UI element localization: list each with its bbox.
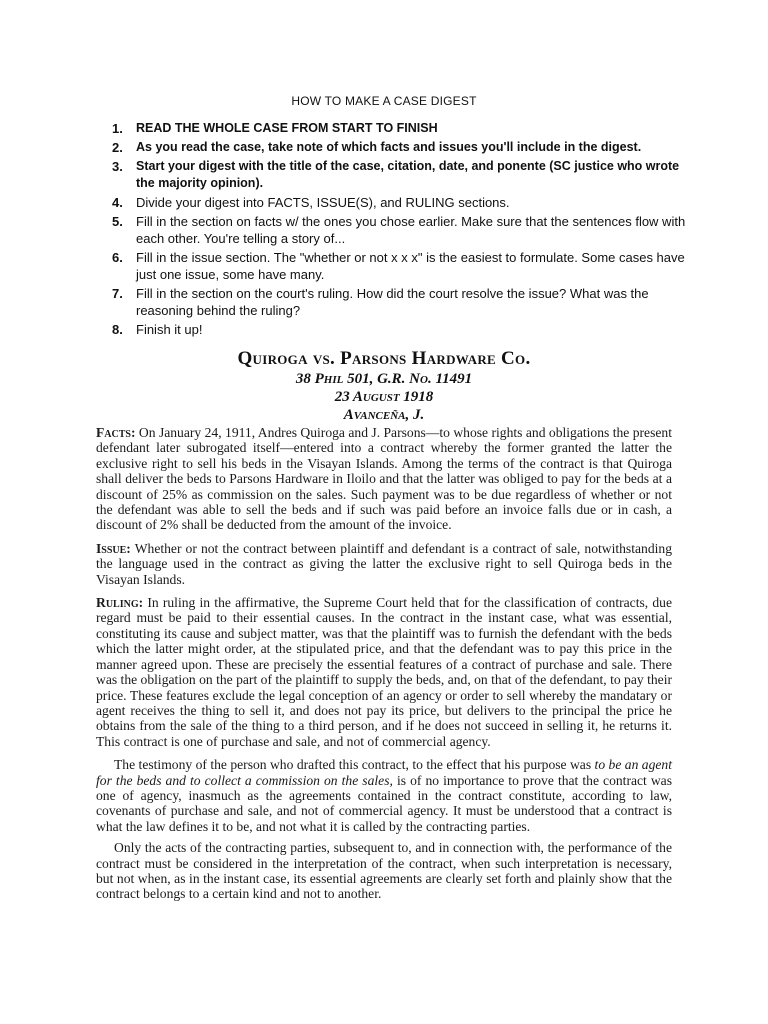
steps-list [112,120,692,340]
issue-section [96,541,672,587]
step-text: READ THE WHOLE CASE FROM START TO FINISH [136,121,438,135]
case-title: Quiroga vs. Parsons Hardware Co. [237,348,531,369]
ruling-paragraph-2 [96,757,672,834]
list-item [112,285,692,319]
list-item [112,120,692,137]
step-text: Start your digest with the title of the case, citation, date, and ponente (SC justice who wrote the majority opinion). [136,159,680,190]
facts-section [96,425,672,533]
ruling-text: In ruling in the affirmative, the Supreme Court held that for the classification of contracts, due regard must be paid to their essential causes. In the contract in the instant case, what was essential, constituting its cause and subject matter, was that the plaintiff was to furnish the defendant with the beds which the latter might order, at the stipulated price, and that the defendant was to pay this price in the manner agreed upon. These are precisely the essential features of a contract of purchase and sale. There was the obligation on the part of the plaintiff to supply the beds, and, on that of the defendant, to pay their price. These features exclude the legal conception of an agency or order to sell whereby the mandatary or agent receives the thing to sell it, and does not pay its price, but delivers to the principal the price he obtains from the sale of the thing to a third person, and if he does not succeed in selling it, he returns it. This contract is one of purchase and sale, and not of commercial agency. [96,595,672,749]
case-digest [96,425,672,908]
step-text: Fill in the section on facts w/ the ones you chose earlier. Make sure that the sentences flow with each other. You're telling a story of... [136,214,686,246]
step-number: 2. [112,140,123,155]
step-text: Fill in the section on the court's ruling. How did the court resolve the issue? What was the reasoning behind the ruling? [136,286,649,318]
list-item [112,139,692,156]
list-item [112,321,692,338]
para2-text-a: The testimony of the person who drafted this contract, to the effect that his purpose was [114,757,595,773]
step-text: Finish it up! [136,322,203,337]
step-text: Divide your digest into FACTS, ISSUE(S), and RULING sections. [136,195,510,210]
case-header [0,348,768,424]
step-number: 6. [112,250,123,265]
list-item [112,194,692,211]
issue-text: Whether or not the contract between plaintiff and defendant is a contract of sale, notwithstanding the language used in the contract as giving the latter the exclusive right to sell Quiroga beds in the Visayan Islands. [96,540,672,587]
list-item [112,158,692,192]
case-ponente: Avanceña, J. [343,407,425,423]
list-item [112,249,692,283]
para2-text-b: is of no importance to prove that the contract was one of agency, inasmuch as the agreements contained in the contract constitute, according to law, covenants of purchase and sale, and not of commercial agency. It must be understood that a contract is what the law defines it to be, and not what it is called by the contracting parties. [96,772,673,834]
page-heading: HOW TO MAKE A CASE DIGEST [291,94,477,108]
case-citation: 38 Phil 501, G.R. No. 11491 [295,371,473,387]
facts-label: Facts: [96,425,136,440]
step-number: 8. [112,322,123,337]
step-number: 7. [112,286,123,301]
step-text: Fill in the issue section. The "whether or not x x x" is the easiest to formulate. Some cases have just one issue, some have many. [136,250,685,282]
facts-text: On January 24, 1911, Andres Quiroga and J. Parsons—to whose rights and obligations the present defendant later subrogated itself—entered into a contract whereby the former granted the latter the exclusive right to sell his beds in the Visayan Islands. Among the terms of the contract is that Quiroga shall deliver the beds to Parsons Hardware in Iloilo and that the latter was obliged to pay for the beds at a discount of 25% as commission on the sales. Such payment was to be due regardless of whether or not the defendant was able to sell the beds and if such was paid before an invoice falls due or in cash, a discount of 2% shall be deducted from the amount of the invoice. [96,425,672,533]
para2-italic: to be an agent for the beds and to collect a commission on the sales, [96,757,672,788]
ruling-paragraph-3: Only the acts of the contracting parties, subsequent to, and in connection with, the performance of the contract must be considered in the interpretation of the contract, when such interpretation is necessary, but not when, as in the instant case, its essential agreements are clearly set forth and plainly show that the contract belongs to a certain kind and not to another. [96,840,672,902]
step-number: 3. [112,159,123,174]
step-number: 1. [112,121,123,136]
case-date: 23 August 1918 [334,389,434,405]
step-number: 5. [112,214,123,229]
issue-label: Issue: [96,540,131,556]
ruling-section [96,595,672,749]
step-number: 4. [112,195,123,210]
list-item [112,213,692,247]
step-text: As you read the case, take note of which facts and issues you'll include in the digest. [136,140,642,154]
ruling-label: Ruling: [96,595,144,611]
